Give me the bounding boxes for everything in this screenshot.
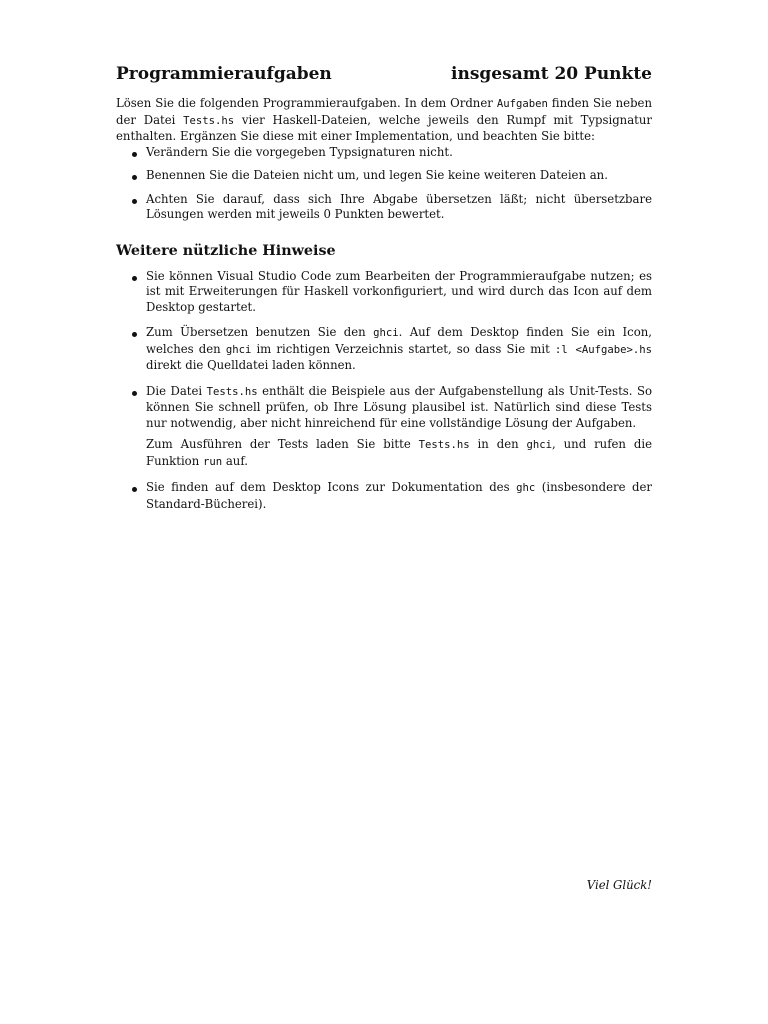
bullet-icon [132,391,137,396]
hint-text-part: (insbesondere der Standard-Bücherei). [146,480,653,511]
hint-text-part: . Auf dem Desktop finden Sie ein Icon, welches den [146,325,652,356]
hint-text: Sie können Visual Studio Code zum Bearbeiten der Programmieraufgabe nutzen; es ist mit Erweiterungen für Haskell vorkonfiguriert, und wird durch das Icon auf dem Desktop gestartet. [146,268,652,314]
hint-text-part: auf. [222,453,248,468]
hint-text-part: Zum Ausführen der Tests laden Sie bitte [146,437,419,451]
page-title: Programmieraufgaben [116,64,332,84]
hint-text-part: Sie finden auf dem Desktop Icons zur Dokumentation des [146,480,517,494]
tests-file-code: Tests.hs [418,439,470,451]
rule-text: Benennen Sie die Dateien nicht um, und legen Sie keine weiteren Dateien an. [146,168,608,182]
load-command-code: :l <Aufgabe>.hs [554,343,652,356]
intro-paragraph [116,96,652,145]
hint-text-part: , und rufen die Funktion [146,437,652,468]
ghci-code: ghci [526,439,553,451]
hint-text-part: Die Datei [146,383,207,398]
title-row [116,62,652,86]
hints-heading: Weitere nützliche Hinweise [116,242,336,259]
hint-text [146,437,652,470]
intro-text-1: Lösen Sie die folgenden Programmieraufgaben. In dem Ordner [116,96,497,110]
folder-name-code: Aufgaben [496,98,548,110]
ghci-code: ghci [225,343,252,356]
bullet-icon [132,175,137,180]
hint-text-part: enthält die Beispiele aus der Aufgabenstellung als Unit-Tests. So können Sie schnell prüfen, ob Ihre Lösung plausibel ist. Natürlich sind diese Tests nur notwendig, aber nicht hinreichend für eine vollständige Lösung der Aufgaben. [146,383,652,430]
rule-text: Achten Sie darauf, dass sich Ihre Abgabe übersetzen läßt; nicht übersetzbare Lösungen werden mit jeweils 0 Punkten bewertet. [146,191,652,221]
hint-text-part: direkt die Quelldatei laden können. [146,358,356,372]
hint-text [146,384,652,432]
closing-note: Viel Glück! [586,878,652,892]
list-item [116,145,652,161]
bullet-icon [132,332,137,337]
hints-list [116,269,652,513]
rules-list [116,145,652,223]
list-item [116,325,652,374]
document-page [116,62,652,522]
intro-text-3: vier Haskell-Dateien, welche jeweils den Rumpf mit Typsignatur enthalten. Ergänzen Sie diese mit einer Implementation, und beachten Sie bitte: [116,112,652,143]
list-item [116,192,652,223]
tests-file-code: Tests.hs [183,114,235,127]
list-item [116,269,652,316]
total-points: insgesamt 20 Punkte [451,64,652,84]
hint-text [146,480,652,512]
hint-text-part: im richtigen Verzeichnis startet, so dass Sie mit [251,341,555,356]
bullet-icon [132,487,137,492]
list-item [116,168,652,184]
list-item [116,480,652,512]
bullet-icon [132,276,137,281]
bullet-icon [132,152,137,157]
hint-text-part: in den [469,437,527,451]
rule-text: Verändern Sie die vorgegeben Typsignaturen nicht. [146,144,453,159]
run-function-code: run [202,455,223,468]
bullet-icon [132,199,137,204]
list-item [116,384,652,471]
hint-text [146,325,652,374]
hint-text-part: Zum Übersetzen benutzen Sie den [146,325,374,339]
intro-text-2: finden Sie neben der Datei [116,96,652,127]
ghci-code: ghci [373,327,399,339]
ghc-code: ghc [516,482,536,494]
tests-file-code: Tests.hs [206,385,258,398]
